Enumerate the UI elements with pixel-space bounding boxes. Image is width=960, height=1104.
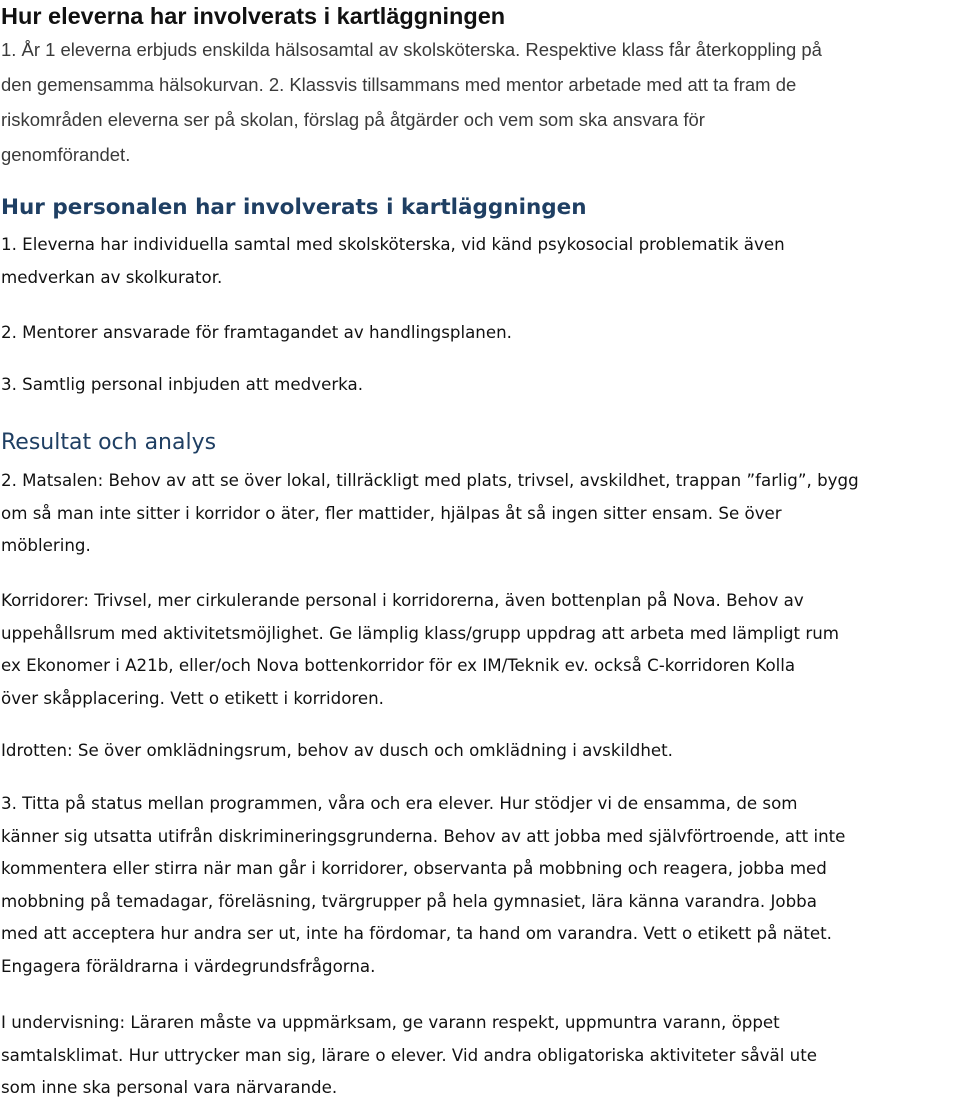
text-line: ex Ekonomer i A21b, eller/och Nova bottenkorridor för ex IM/Teknik ev. också C-korridoren Kolla — [1, 655, 796, 675]
text-line: genomförandet. — [1, 144, 131, 165]
text-line: den gemensamma hälsokurvan. 2. Klassvis tillsammans med mentor arbetade med att ta fram de — [1, 74, 797, 95]
paragraph-idrotten — [1, 734, 959, 767]
heading-elever-involverade: Hur eleverna har involverats i kartläggningen — [1, 3, 506, 29]
heading-personal-involverad: Hur personalen har involverats i kartläggningen — [1, 195, 587, 220]
paragraph-elever — [1, 32, 959, 172]
text-line: samtalsklimat. Hur uttrycker man sig, lärare o elever. Vid andra obligatoriska aktiviteter såväl ute — [1, 1044, 817, 1065]
text-line: känner sig utsatta utifrån diskrimineringsgrunderna. Behov av att jobba med självförtroende, att inte — [1, 825, 846, 846]
paragraph-status-program — [1, 787, 959, 982]
text-line: 1. Eleverna har individuella samtal med skolsköterska, vid känd psykosocial problematik även — [1, 234, 785, 254]
text-line: 3. Titta på status mellan programmen, våra och era elever. Hur stödjer vi de ensamma, de som — [1, 793, 798, 813]
paragraph-korridorer — [1, 584, 959, 714]
text-line: som inne ska personal vara närvarande. — [1, 1077, 338, 1097]
paragraph-personal-item2 — [1, 316, 959, 349]
text-line: om så man inte sitter i korridor o äter, fler mattider, hjälpas åt så ingen sitter ensam. Se över — [1, 502, 782, 523]
text-line: kommentera eller stirra när man går i korridorer, observanta på mobbning och reagera, jobba med — [1, 858, 827, 878]
text-line: Engagera föräldrarna i värdegrundsfrågorna. — [1, 955, 376, 976]
text-line: med att acceptera hur andra ser ut, inte ha fördomar, ta hand om varandra. Vett o etikett på nätet. — [1, 923, 832, 943]
text-line: 2. Matsalen: Behov av att se över lokal, tillräckligt med plats, trivsel, avskildhet, trappan ”farlig”, bygg — [1, 470, 859, 490]
text-line: över skåpplacering. Vett o etikett i korridoren. — [1, 687, 384, 708]
text-line: mobbning på temadagar, föreläsning, tvärgrupper på hela gymnasiet, lära känna varandra. Jobba — [1, 890, 817, 911]
paragraph-matsalen — [1, 464, 959, 562]
heading-resultat-analys: Resultat och analys — [1, 430, 217, 455]
text-line: I undervisning: Läraren måste va uppmärksam, ge varann respekt, uppmuntra varann, öppet — [1, 1012, 780, 1032]
text-line: riskområden eleverna ser på skolan, förslag på åtgärder och vem som ska ansvara för — [1, 109, 705, 130]
text-line: möblering. — [1, 535, 91, 555]
text-line: Korridorer: Trivsel, mer cirkulerande personal i korridorerna, även bottenplan på Nova. Behov av — [1, 590, 804, 610]
text-line: 2. Mentorer ansvarade för framtagandet av handlingsplanen. — [1, 322, 512, 342]
text-line: 1. År 1 eleverna erbjuds enskilda hälsosamtal av skolsköterska. Respektive klass får återkoppling på — [1, 39, 822, 60]
paragraph-undervisning — [1, 1006, 959, 1104]
text-line: medverkan av skolkurator. — [1, 266, 223, 287]
paragraph-personal-item1 — [1, 228, 959, 293]
text-line: uppehållsrum med aktivitetsmöjlighet. Ge lämplig klass/grupp uppdrag att arbeta med lämpligt rum — [1, 622, 840, 643]
text-line: Idrotten: Se över omklädningsrum, behov av dusch och omklädning i avskildhet. — [1, 740, 673, 760]
text-line: 3. Samtlig personal inbjuden att medverka. — [1, 374, 364, 394]
paragraph-personal-item3 — [1, 368, 959, 401]
